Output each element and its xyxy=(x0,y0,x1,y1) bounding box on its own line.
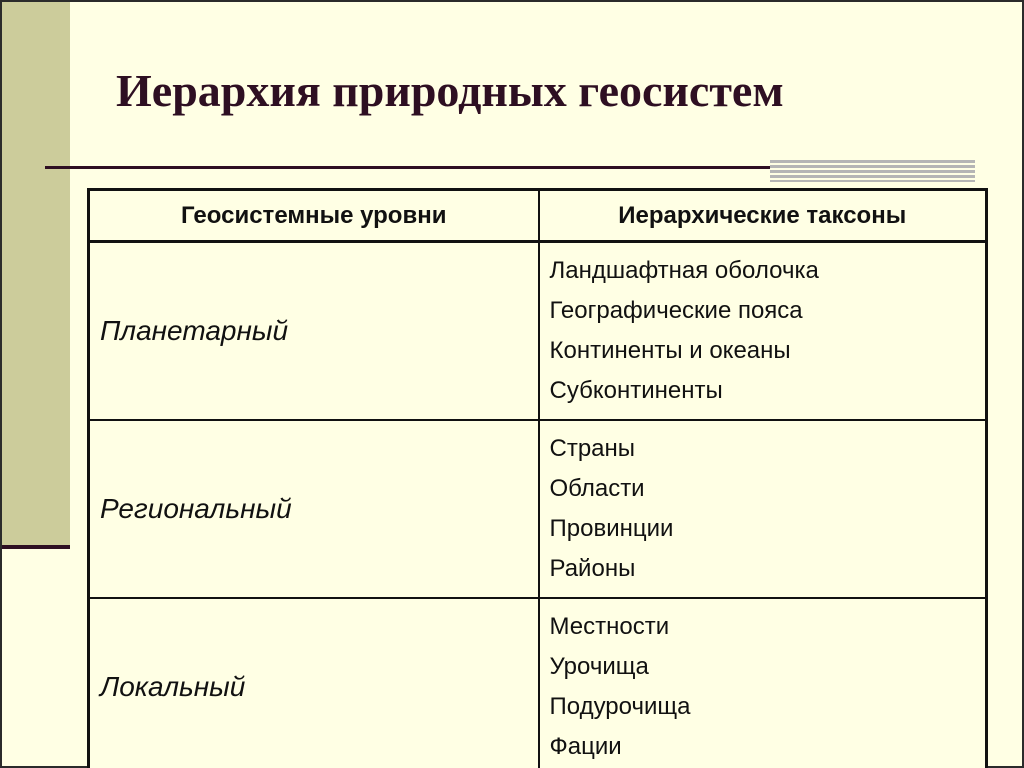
taxa-cell-local xyxy=(539,598,987,768)
level-cell-local: Локальный xyxy=(89,598,539,768)
title-underline-accent xyxy=(770,160,975,182)
level-cell-planetary: Планетарный xyxy=(89,242,539,421)
left-band-divider xyxy=(2,545,70,549)
taxa-cell-planetary xyxy=(539,242,987,421)
taxa-item: Подурочища xyxy=(549,693,691,720)
taxa-item: Области xyxy=(549,475,645,502)
taxa-item: Географические пояса xyxy=(549,297,803,324)
hierarchy-table xyxy=(87,188,988,768)
taxa-item: Фации xyxy=(549,733,622,760)
level-cell-regional: Региональный xyxy=(89,420,539,598)
table-header-levels: Геосистемные уровни xyxy=(89,190,539,242)
slide-title: Иерархия природных геосистем xyxy=(116,65,784,116)
taxa-item: Районы xyxy=(549,555,636,582)
taxa-item: Урочища xyxy=(549,653,649,680)
table-row xyxy=(89,598,987,768)
table-header-row xyxy=(89,190,987,242)
taxa-cell-regional xyxy=(539,420,987,598)
taxa-item: Страны xyxy=(549,435,636,462)
taxa-item: Местности xyxy=(549,613,670,640)
left-decorative-band xyxy=(2,2,70,547)
taxa-item: Провинции xyxy=(549,515,674,542)
taxa-item: Ландшафтная оболочка xyxy=(549,257,819,284)
table-row xyxy=(89,420,987,598)
table-header-taxa: Иерархические таксоны xyxy=(539,190,987,242)
taxa-item: Континенты и океаны xyxy=(549,337,791,364)
taxa-item: Субконтиненты xyxy=(549,377,723,404)
table-row xyxy=(89,242,987,421)
